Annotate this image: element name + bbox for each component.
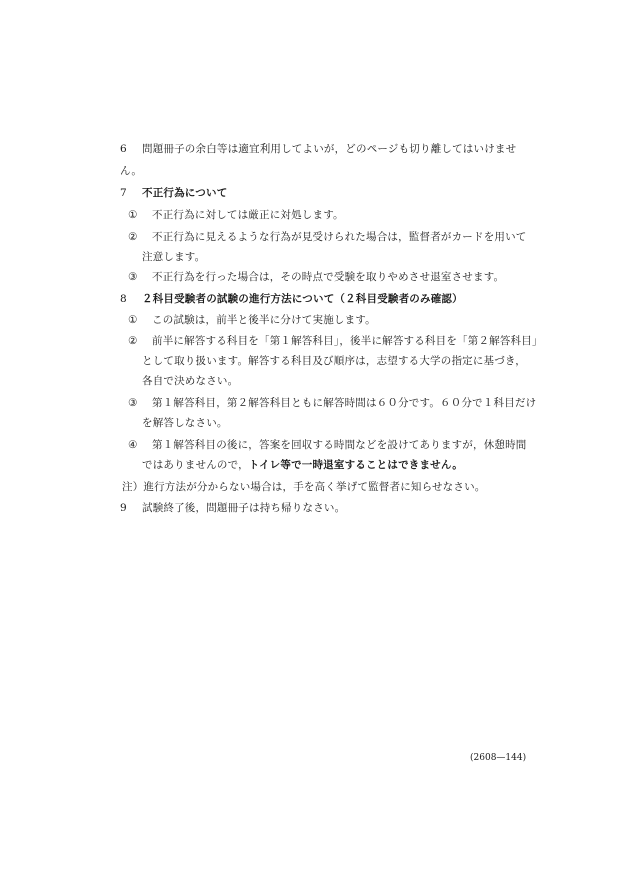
section-8-item-3-mark: ③: [128, 397, 138, 409]
section-8-item-3-text-1: 第１解答科目，第２解答科目ともに解答時間は６０分です。６０分で１科目だけ: [152, 397, 537, 409]
section-7-heading-line: [120, 186, 227, 200]
page-code: (2608—144): [470, 753, 527, 763]
section-8-item-4-line-1: [128, 438, 527, 452]
section-7-item-2-text-1: 不正行為に見えるような行為が見受けられた場合は，監督者がカードを用いて: [152, 231, 527, 243]
section-8-item-4-line-2: [142, 458, 463, 472]
section-8-item-1-mark: ①: [128, 314, 138, 326]
section-8-item-3-line-2: [142, 416, 228, 430]
section-7-item-3: [128, 270, 504, 284]
section-7-item-2-line-1: [128, 230, 527, 244]
section-9-text: 試験終了後，問題冊子は持ち帰りなさい。: [142, 502, 346, 514]
section-8-item-2-text-3: 各自で決めなさい。: [142, 375, 239, 387]
section-7-item-1-text: 不正行為に対しては厳正に対処します。: [152, 209, 344, 221]
section-7-number: 7: [120, 187, 127, 199]
section-8-number: 8: [120, 293, 127, 305]
section-9-number: 9: [120, 502, 127, 514]
section-6-text-2: ん。: [120, 165, 143, 177]
section-7-item-2-line-2: [142, 250, 205, 264]
section-8-item-1-text: この試験は，前半と後半に分けて実施します。: [152, 314, 376, 326]
section-7-item-2-text-2: 注意します。: [142, 251, 206, 263]
section-8-item-4-warning: トイレ等で一時退室することはできません。: [248, 459, 463, 471]
section-8-item-4-text-2: ではありませんので，: [142, 459, 249, 471]
section-8-item-3-line-1: [128, 396, 536, 410]
section-8-item-4-mark: ④: [128, 439, 138, 451]
section-7-item-3-mark: ③: [128, 271, 138, 283]
section-8-note-text: 注）進行方法が分からない場合は，手を高く挙げて監督者に知らせなさい。: [122, 481, 486, 493]
section-7-item-1-mark: ①: [128, 209, 138, 221]
section-8-heading: ２科目受験者の試験の進行方法について（２科目受験者のみ確認）: [142, 293, 463, 305]
section-8-note: [122, 480, 485, 494]
section-8-item-2-mark: ②: [128, 335, 138, 347]
section-7-heading: 不正行為について: [142, 187, 228, 199]
section-6-line-2: [120, 164, 142, 178]
section-7-item-3-text: 不正行為を行った場合は，その時点で受験を取りやめさせ退室させます。: [152, 271, 505, 283]
section-8-item-2-line-1: [128, 334, 543, 348]
section-8-item-1: [128, 313, 376, 327]
section-8-item-2-line-3: [142, 374, 238, 388]
section-8-item-4-text-1: 第１解答科目の後に，答案を回収する時間などを設けてありますが，休憩時間: [152, 439, 527, 451]
section-8-heading-line: [120, 292, 463, 306]
section-8-item-3-text-2: を解答しなさい。: [142, 417, 228, 429]
section-7-item-1: [128, 208, 344, 222]
section-8-item-2-text-2: として取り扱います。解答する科目及び順序は，志望する大学の指定に基づき，: [142, 355, 526, 367]
section-8-item-2-line-2: [142, 354, 526, 368]
section-6-text-1: 問題冊子の余白等は適宜利用してよいが，どのページも切り離してはいけませ: [142, 143, 517, 155]
section-7-item-2-mark: ②: [128, 231, 138, 243]
section-8-item-2-text-1: 前半に解答する科目を「第１解答科目」，後半に解答する科目を「第２解答科目」: [152, 335, 543, 347]
section-6-number: 6: [120, 143, 127, 155]
section-6-line-1: [120, 142, 516, 156]
section-9-line: [120, 501, 345, 515]
